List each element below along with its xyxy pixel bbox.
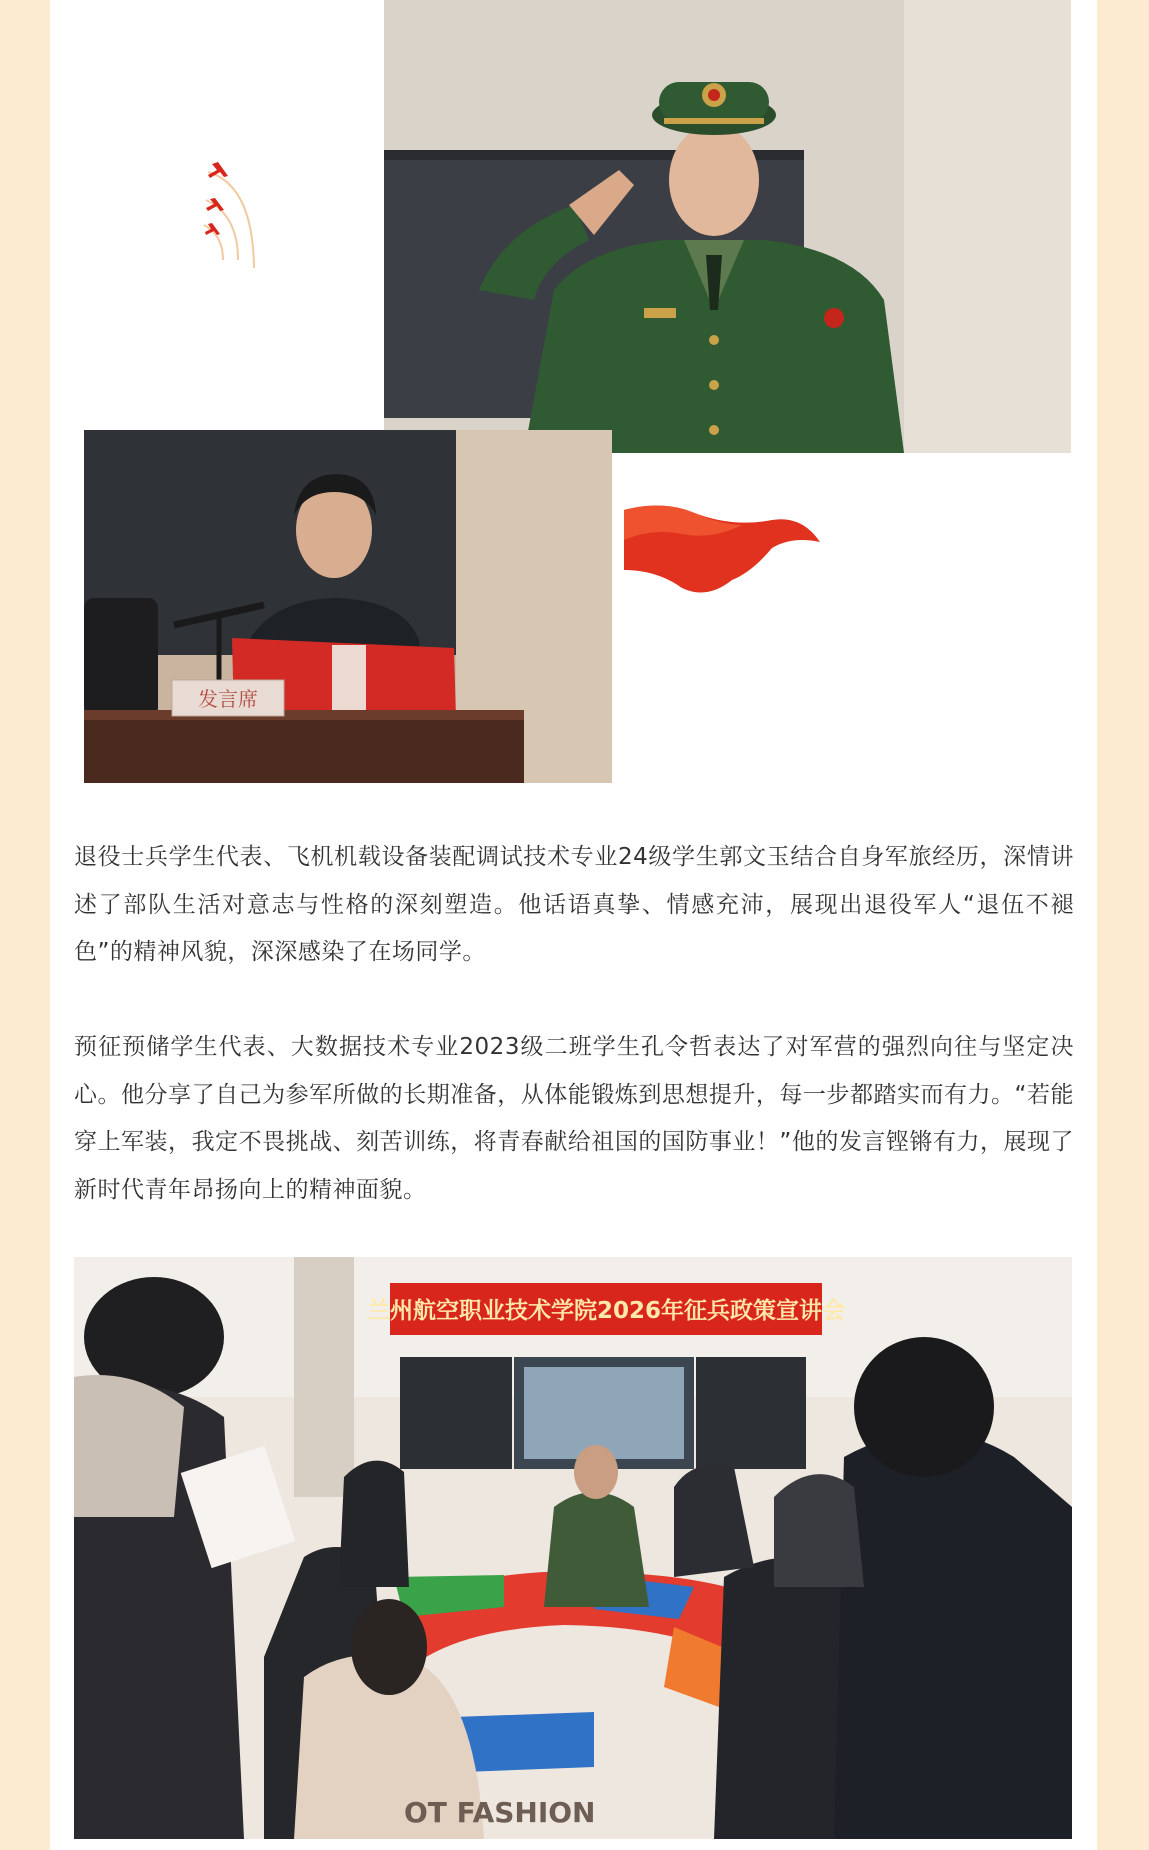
article-card [50, 0, 1097, 1850]
podium-sign-text: 发言席 [198, 687, 258, 711]
fighter-jets-icon [198, 160, 288, 280]
red-flag-icon [622, 500, 822, 610]
speaker-podium-photo [84, 430, 612, 783]
soldier-salute-photo [384, 0, 1071, 453]
hoodie-text: OT FASHION [404, 1796, 596, 1829]
paragraph-veteran-speech: 退役士兵学生代表、飞机机载设备装配调试技术专业24级学生郭文玉结合自身军旅经历，深情讲述了部队生活对意志与性格的深刻塑造。他话语真挚、情感充沛，展现出退役军人“退伍不褪色”的精神风貌，深深感染了在场同学。 [74, 844, 1074, 965]
banner-text: 兰州航空职业技术学院2026年征兵政策宣讲会 [366, 1298, 846, 1324]
paragraph-reserve-speech: 预征预储学生代表、大数据技术专业2023级二班学生孔令哲表达了对军营的强烈向往与坚定决心。他分享了自己为参军所做的长期准备，从体能锻炼到思想提升，每一步都踏实而有力。“若能穿上军装，我定不畏挑战、刻苦训练，将青春献给祖国的国防事业！”他的发言铿锵有力，展现了新时代青年昂扬向上的精神面貌。 [74, 1034, 1074, 1203]
group-discussion-photo [74, 1257, 1072, 1839]
